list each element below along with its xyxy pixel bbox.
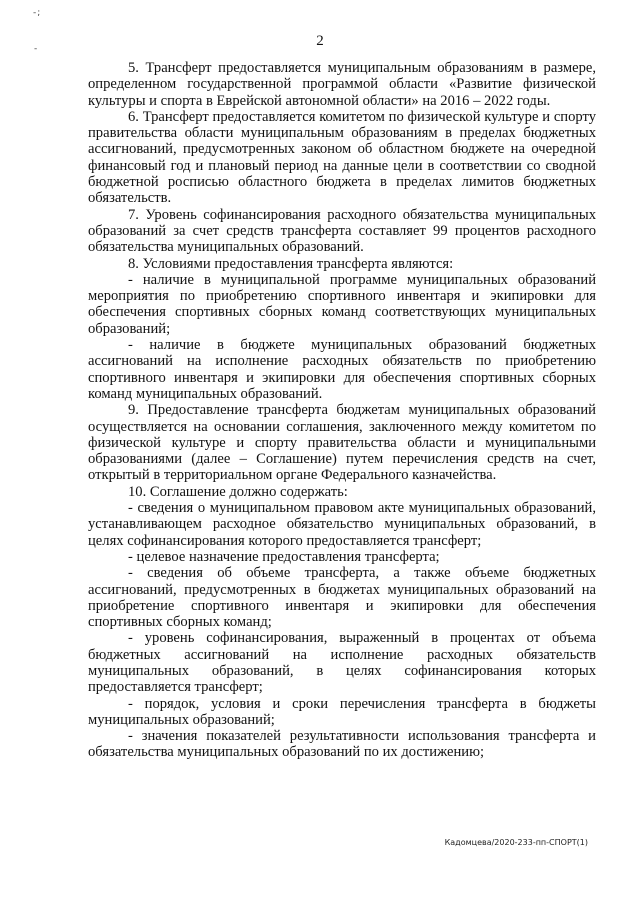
list-item: - сведения об объеме трансферта, а также объеме бюджетных ассигнований, предусмотренных в бюджетах муниципальных образований на приобретение спортивного инвентаря и экипировки для обеспечения спортивных сборных команд; <box>88 565 596 631</box>
page-number: 2 <box>316 33 324 49</box>
list-item: - наличие в муниципальной программе муниципальных образований мероприятия по приобретению спортивного инвентаря и экипировки для обеспечения спортивных сборных команд соответствующих муниципальных образований; <box>88 271 596 337</box>
list-item: - уровень софинансирования, выраженный в процентах от объема бюджетных ассигнований на исполнение расходных обязательств муниципальных образований, в целях софинансирования которых предоставляется трансферт; <box>88 630 596 696</box>
list-item: - наличие в бюджете муниципальных образований бюджетных ассигнований на исполнение расходных обязательств по приобретению спортивного инвентаря и экипировки для обеспечения спортивных сборных команд муниципальных образований. <box>88 337 596 402</box>
list-item: - значения показателей результативности использования трансферта и обязательства муниципальных образований по их достижению; <box>88 728 596 761</box>
list-item: - целевое назначение предоставления трансферта; <box>128 548 440 565</box>
paragraph-9: 9. Предоставление трансферта бюджетам муниципальных образований осуществляется на основании соглашения, заключенного между комитетом по физической культуре и спорту правительства области и муниципальными образованиями (далее – Соглашение) путем перечисления средств на счет, открытый в территориальном органе Федерального казначейства. <box>88 402 596 484</box>
paragraph-5: 5. Трансферт предоставляется муниципальным образованиям в размере, определенном государственной программой области «Развитие физической культуры и спорта в Еврейской автономной области» на 2016 – 2022 годы. <box>88 60 596 109</box>
paragraph-10: 10. Соглашение должно содержать: <box>128 483 348 500</box>
document-body <box>88 60 596 761</box>
list-item: - порядок, условия и сроки перечисления трансферта в бюджеты муниципальных образований; <box>88 695 596 728</box>
document-code: Кадомцева/2020-233-пп-СПОРТ(1) <box>444 838 588 847</box>
paragraph-6: 6. Трансферт предоставляется комитетом по физической культуре и спорту правительства области муниципальным образованиям в пределах бюджетных ассигнований, предусмотренных законом об областном бюджете на очередной финансовый год и плановый период на данные цели в соответствии со сводной бюджетной росписью областного бюджета в пределах лимитов бюджетных обязательств. <box>88 108 596 207</box>
scan-mark: -; <box>33 8 42 18</box>
paragraph-8: 8. Условиями предоставления трансферта являются: <box>128 255 454 272</box>
paragraph-7: 7. Уровень софинансирования расходного обязательства муниципальных образований за счет средств трансферта составляет 99 процентов расходного обязательства муниципальных образований. <box>88 206 596 256</box>
list-item: - сведения о муниципальном правовом акте муниципальных образований, устанавливающем расходное обязательство муниципальных образований, в целях софинансирования которого предоставляется трансферт; <box>88 500 596 549</box>
scan-mark: - <box>34 44 38 54</box>
